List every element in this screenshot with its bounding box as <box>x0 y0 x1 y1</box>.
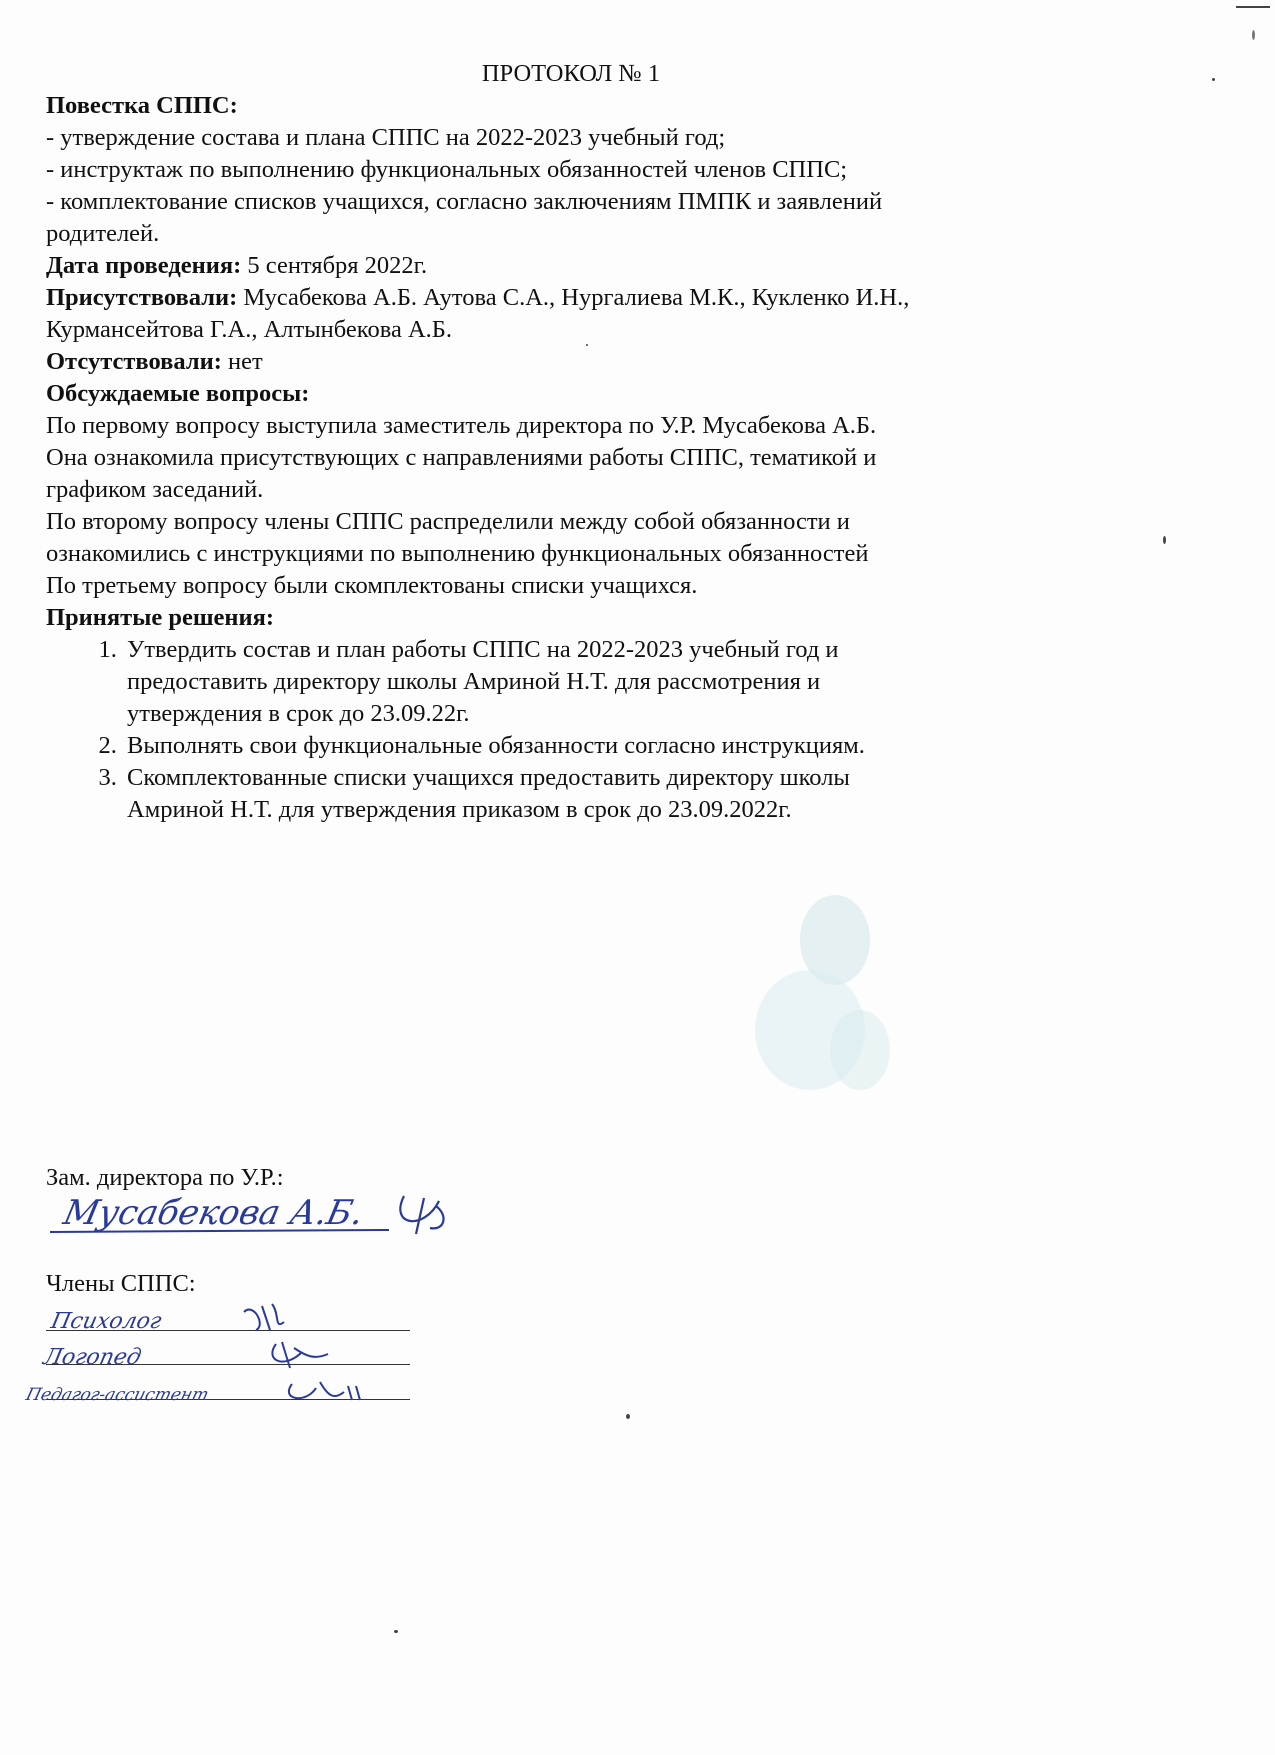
scan-speck <box>1252 30 1255 40</box>
present-list-continued: Курмансейтова Г.А., Алтынбекова А.Б. <box>46 316 452 343</box>
present-names: Мусабекова А.Б. Аутова С.А., Нургалиева М.К., Кукленко И.Н., <box>237 284 910 311</box>
discussed-heading: Обсуждаемые вопросы: <box>46 380 310 407</box>
decisions-heading: Принятые решения: <box>46 604 275 631</box>
faint-stamp-smudge <box>740 880 930 1110</box>
member-signature-handwriting <box>23 1300 424 1425</box>
agenda-heading: Повестка СППС: <box>46 92 238 119</box>
member-role-handwritten: Психолог <box>48 1308 164 1334</box>
scan-speck <box>1212 78 1215 81</box>
scan-speck <box>586 344 588 346</box>
present-list <box>46 282 1106 314</box>
decision-item: 1. Утвердить состав и план работы СППС на 2022-2023 учебный год и предоставить директору школы Амриной Н.Т. для рассмотрения и утверждения в срок до 23.09.22г. <box>123 634 1106 730</box>
scan-speck <box>626 1414 630 1419</box>
member-role-handwritten: Педагог-ассистент <box>23 1385 211 1405</box>
discussion-line: По первому вопросу выступила заместитель директора по У.Р. Мусабекова А.Б. <box>46 412 877 439</box>
absent-label: Отсутствовали: <box>46 348 222 375</box>
absent-list <box>46 346 1106 378</box>
absent-value: нет <box>221 348 263 375</box>
meeting-date <box>46 250 1106 282</box>
discussion-line: ознакомились с инструкциями по выполнению функциональных обязанностей <box>46 540 869 567</box>
discussion-line: Она ознакомила присутствующих с направлениями работы СППС, тематикой и <box>46 444 877 471</box>
scan-speck <box>1163 536 1166 544</box>
date-label: Дата проведения: <box>46 252 242 279</box>
deputy-signature-handwriting <box>44 1186 464 1247</box>
agenda-item: - комплектование списков учащихся, согласно заключениям ПМПК и заявлений <box>46 188 883 215</box>
agenda-item: - инструктаж по выполнению функциональных обязанностей членов СППС; <box>46 156 848 183</box>
discussion-line: По второму вопросу члены СППС распределили между собой обязанности и <box>46 508 850 535</box>
member-role-handwritten: Логопед <box>41 1344 144 1370</box>
scan-speck <box>394 1630 398 1633</box>
decision-item: 2. Выполнять свои функциональные обязанности согласно инструкциям. <box>123 730 1106 762</box>
discussion-line: По третьему вопросу были скомплектованы списки учащихся. <box>46 572 698 599</box>
agenda-item: родителей. <box>46 220 160 247</box>
deputy-handwritten-name: Мусабекова А.Б. <box>60 1193 368 1233</box>
document-title: ПРОТОКОЛ № 1 <box>481 60 661 87</box>
agenda-item: - утверждение состава и плана СППС на 2022-2023 учебный год; <box>46 124 726 151</box>
decision-item: 3. Скомплектованные списки учащихся предоставить директору школы Амриной Н.Т. для утверждения приказом в срок до 23.09.2022г. <box>123 762 1106 826</box>
deputy-label: Зам. директора по У.Р.: <box>46 1164 284 1191</box>
decisions-list <box>46 634 1106 826</box>
present-label: Присутствовали: <box>46 284 238 311</box>
date-value: 5 сентября 2022г. <box>241 252 428 279</box>
scan-speck <box>1236 6 1270 8</box>
members-label: Члены СППС: <box>46 1270 196 1297</box>
protocol-body <box>46 58 1106 826</box>
discussion-line: графиком заседаний. <box>46 476 264 503</box>
